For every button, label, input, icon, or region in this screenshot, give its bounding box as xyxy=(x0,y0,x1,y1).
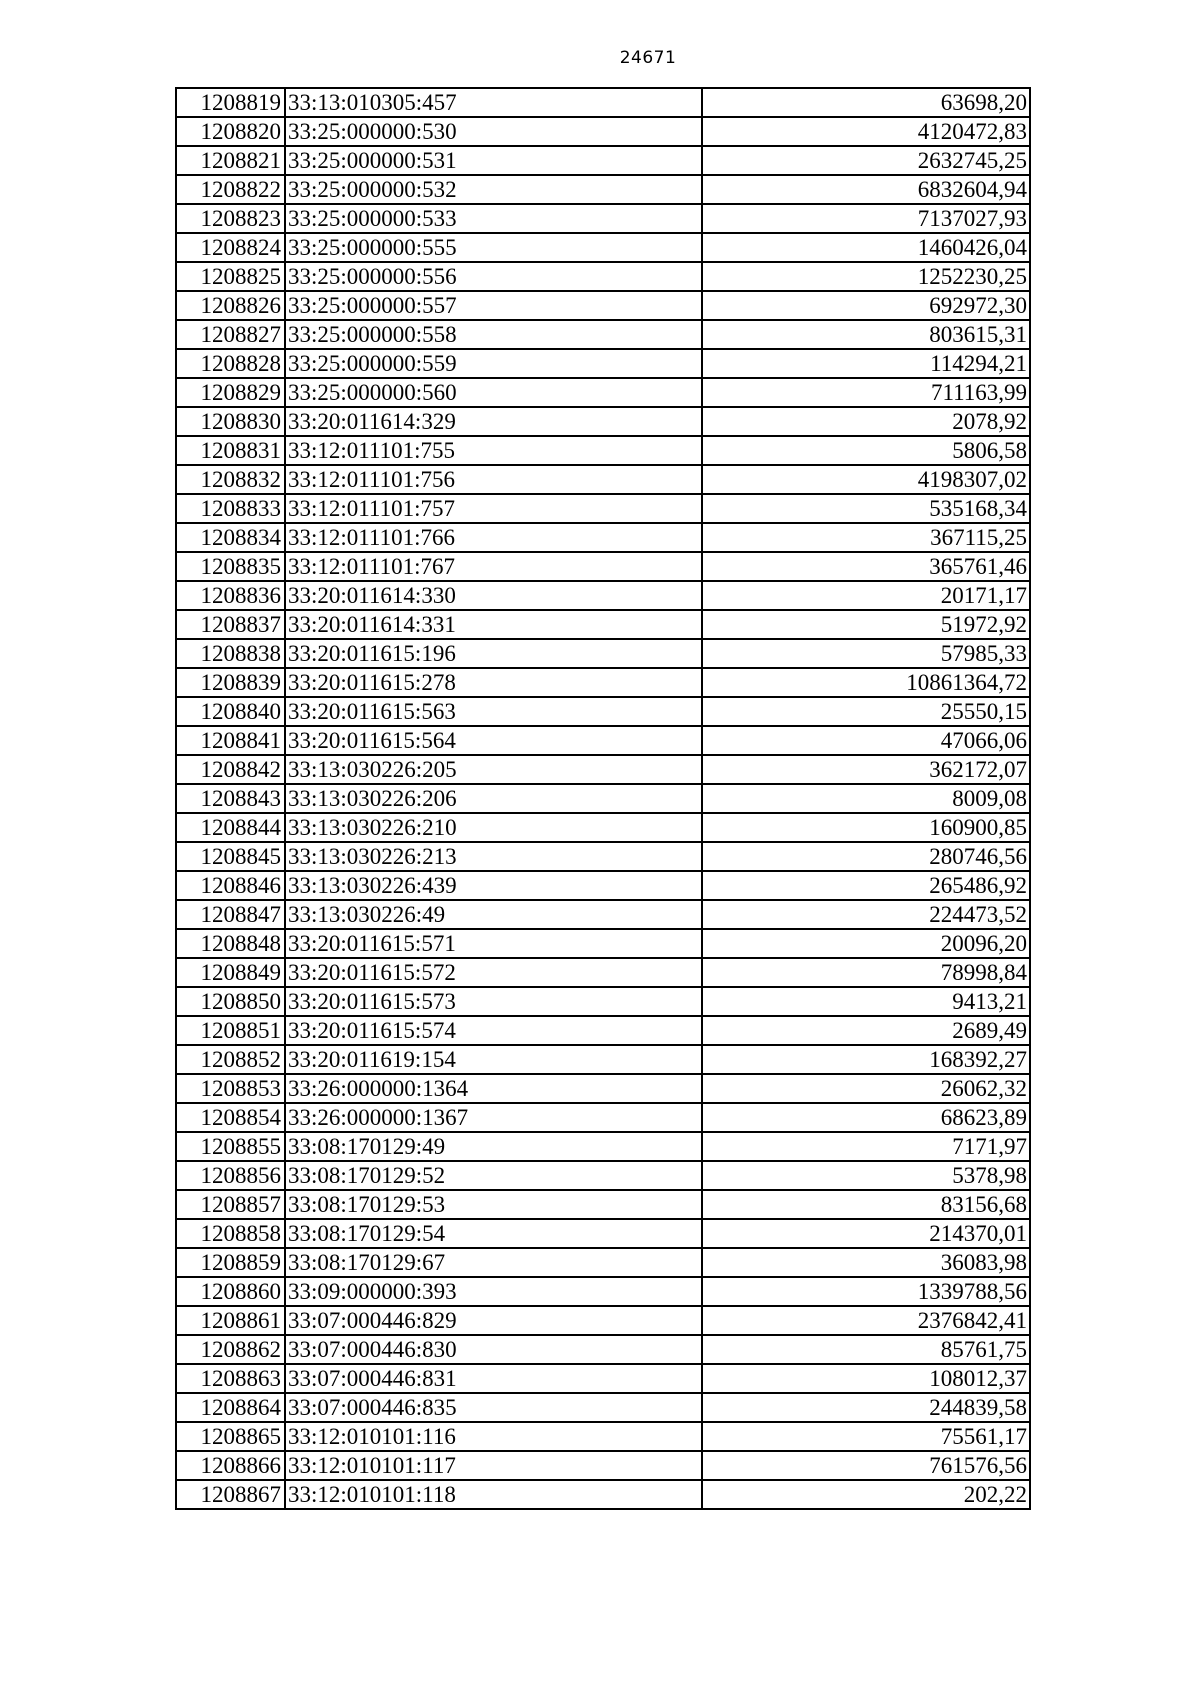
cadastral-value-cell: 26062,32 xyxy=(702,1074,1030,1103)
cadastral-value-cell: 761576,56 xyxy=(702,1451,1030,1480)
row-id-cell: 1208826 xyxy=(176,291,285,320)
cadastral-number-cell: 33:25:000000:557 xyxy=(285,291,702,320)
table-row xyxy=(176,610,1030,639)
cadastral-value-cell: 214370,01 xyxy=(702,1219,1030,1248)
cadastral-value-cell: 2078,92 xyxy=(702,407,1030,436)
table-row xyxy=(176,1161,1030,1190)
cadastral-value-cell: 265486,92 xyxy=(702,871,1030,900)
row-id-cell: 1208851 xyxy=(176,1016,285,1045)
row-id-cell: 1208846 xyxy=(176,871,285,900)
table-row xyxy=(176,1016,1030,1045)
cadastral-number-cell: 33:20:011615:563 xyxy=(285,697,702,726)
cadastral-number-cell: 33:25:000000:555 xyxy=(285,233,702,262)
row-id-cell: 1208863 xyxy=(176,1364,285,1393)
table-row xyxy=(176,900,1030,929)
row-id-cell: 1208825 xyxy=(176,262,285,291)
table-row xyxy=(176,407,1030,436)
cadastral-number-cell: 33:12:011101:755 xyxy=(285,436,702,465)
table-body xyxy=(176,88,1030,1509)
cadastral-number-cell: 33:13:030226:49 xyxy=(285,900,702,929)
table-row xyxy=(176,1103,1030,1132)
row-id-cell: 1208856 xyxy=(176,1161,285,1190)
row-id-cell: 1208829 xyxy=(176,378,285,407)
cadastral-number-cell: 33:20:011614:331 xyxy=(285,610,702,639)
row-id-cell: 1208849 xyxy=(176,958,285,987)
cadastral-number-cell: 33:20:011615:572 xyxy=(285,958,702,987)
cadastral-number-cell: 33:20:011615:573 xyxy=(285,987,702,1016)
table-row xyxy=(176,1219,1030,1248)
row-id-cell: 1208855 xyxy=(176,1132,285,1161)
cadastral-number-cell: 33:20:011615:278 xyxy=(285,668,702,697)
cadastral-value-cell: 168392,27 xyxy=(702,1045,1030,1074)
cadastral-number-cell: 33:09:000000:393 xyxy=(285,1277,702,1306)
table-row xyxy=(176,1132,1030,1161)
cadastral-number-cell: 33:13:010305:457 xyxy=(285,88,702,117)
cadastral-number-cell: 33:13:030226:205 xyxy=(285,755,702,784)
row-id-cell: 1208840 xyxy=(176,697,285,726)
row-id-cell: 1208853 xyxy=(176,1074,285,1103)
cadastral-value-cell: 2689,49 xyxy=(702,1016,1030,1045)
cadastral-number-cell: 33:12:011101:757 xyxy=(285,494,702,523)
cadastral-value-cell: 36083,98 xyxy=(702,1248,1030,1277)
row-id-cell: 1208847 xyxy=(176,900,285,929)
table-row xyxy=(176,436,1030,465)
table-row xyxy=(176,465,1030,494)
table-row xyxy=(176,726,1030,755)
cadastral-value-cell: 1252230,25 xyxy=(702,262,1030,291)
table-row xyxy=(176,1335,1030,1364)
table-row xyxy=(176,784,1030,813)
cadastral-value-cell: 535168,34 xyxy=(702,494,1030,523)
row-id-cell: 1208841 xyxy=(176,726,285,755)
cadastral-value-cell: 1460426,04 xyxy=(702,233,1030,262)
cadastral-number-cell: 33:25:000000:533 xyxy=(285,204,702,233)
row-id-cell: 1208834 xyxy=(176,523,285,552)
cadastral-number-cell: 33:12:010101:118 xyxy=(285,1480,702,1509)
cadastral-value-cell: 63698,20 xyxy=(702,88,1030,117)
cadastral-number-cell: 33:12:010101:117 xyxy=(285,1451,702,1480)
cadastral-value-cell: 1339788,56 xyxy=(702,1277,1030,1306)
cadastral-value-cell: 20171,17 xyxy=(702,581,1030,610)
cadastral-number-cell: 33:25:000000:556 xyxy=(285,262,702,291)
table-row xyxy=(176,1364,1030,1393)
cadastral-value-cell: 711163,99 xyxy=(702,378,1030,407)
cadastral-value-cell: 108012,37 xyxy=(702,1364,1030,1393)
cadastral-number-cell: 33:08:170129:53 xyxy=(285,1190,702,1219)
cadastral-number-cell: 33:20:011615:564 xyxy=(285,726,702,755)
cadastral-number-cell: 33:07:000446:835 xyxy=(285,1393,702,1422)
table-row xyxy=(176,958,1030,987)
cadastral-value-cell: 4198307,02 xyxy=(702,465,1030,494)
table-row xyxy=(176,349,1030,378)
cadastral-value-cell: 5806,58 xyxy=(702,436,1030,465)
table-row xyxy=(176,668,1030,697)
cadastral-number-cell: 33:20:011619:154 xyxy=(285,1045,702,1074)
cadastral-value-cell: 8009,08 xyxy=(702,784,1030,813)
cadastral-number-cell: 33:13:030226:206 xyxy=(285,784,702,813)
cadastral-value-cell: 114294,21 xyxy=(702,349,1030,378)
row-id-cell: 1208860 xyxy=(176,1277,285,1306)
table-row xyxy=(176,146,1030,175)
row-id-cell: 1208822 xyxy=(176,175,285,204)
cadastral-value-cell: 75561,17 xyxy=(702,1422,1030,1451)
cadastral-number-cell: 33:25:000000:530 xyxy=(285,117,702,146)
table-row xyxy=(176,842,1030,871)
row-id-cell: 1208845 xyxy=(176,842,285,871)
cadastral-number-cell: 33:12:011101:756 xyxy=(285,465,702,494)
cadastral-value-cell: 85761,75 xyxy=(702,1335,1030,1364)
cadastral-number-cell: 33:07:000446:830 xyxy=(285,1335,702,1364)
cadastral-value-cell: 803615,31 xyxy=(702,320,1030,349)
table-row xyxy=(176,755,1030,784)
row-id-cell: 1208828 xyxy=(176,349,285,378)
cadastral-value-cell: 5378,98 xyxy=(702,1161,1030,1190)
table-row xyxy=(176,523,1030,552)
table-row xyxy=(176,1277,1030,1306)
cadastral-value-cell: 6832604,94 xyxy=(702,175,1030,204)
table-row xyxy=(176,262,1030,291)
cadastral-value-cell: 244839,58 xyxy=(702,1393,1030,1422)
row-id-cell: 1208843 xyxy=(176,784,285,813)
row-id-cell: 1208867 xyxy=(176,1480,285,1509)
cadastral-value-cell: 7137027,93 xyxy=(702,204,1030,233)
row-id-cell: 1208842 xyxy=(176,755,285,784)
table-container xyxy=(175,87,1031,1510)
row-id-cell: 1208865 xyxy=(176,1422,285,1451)
table-row xyxy=(176,1074,1030,1103)
cadastral-value-table xyxy=(175,87,1031,1510)
row-id-cell: 1208831 xyxy=(176,436,285,465)
cadastral-number-cell: 33:12:011101:767 xyxy=(285,552,702,581)
table-row xyxy=(176,1306,1030,1335)
table-row xyxy=(176,581,1030,610)
cadastral-value-cell: 25550,15 xyxy=(702,697,1030,726)
cadastral-value-cell: 692972,30 xyxy=(702,291,1030,320)
row-id-cell: 1208839 xyxy=(176,668,285,697)
cadastral-number-cell: 33:26:000000:1367 xyxy=(285,1103,702,1132)
cadastral-value-cell: 362172,07 xyxy=(702,755,1030,784)
cadastral-value-cell: 224473,52 xyxy=(702,900,1030,929)
cadastral-number-cell: 33:20:011615:574 xyxy=(285,1016,702,1045)
cadastral-number-cell: 33:20:011615:571 xyxy=(285,929,702,958)
row-id-cell: 1208833 xyxy=(176,494,285,523)
cadastral-number-cell: 33:25:000000:559 xyxy=(285,349,702,378)
row-id-cell: 1208837 xyxy=(176,610,285,639)
cadastral-value-cell: 280746,56 xyxy=(702,842,1030,871)
row-id-cell: 1208819 xyxy=(176,88,285,117)
cadastral-value-cell: 20096,20 xyxy=(702,929,1030,958)
row-id-cell: 1208861 xyxy=(176,1306,285,1335)
cadastral-value-cell: 9413,21 xyxy=(702,987,1030,1016)
cadastral-value-cell: 78998,84 xyxy=(702,958,1030,987)
row-id-cell: 1208848 xyxy=(176,929,285,958)
cadastral-value-cell: 57985,33 xyxy=(702,639,1030,668)
page-number: 24671 xyxy=(619,48,677,68)
table-row xyxy=(176,204,1030,233)
table-row xyxy=(176,871,1030,900)
cadastral-number-cell: 33:26:000000:1364 xyxy=(285,1074,702,1103)
cadastral-number-cell: 33:07:000446:829 xyxy=(285,1306,702,1335)
row-id-cell: 1208862 xyxy=(176,1335,285,1364)
row-id-cell: 1208858 xyxy=(176,1219,285,1248)
cadastral-number-cell: 33:13:030226:213 xyxy=(285,842,702,871)
cadastral-number-cell: 33:12:010101:116 xyxy=(285,1422,702,1451)
cadastral-number-cell: 33:08:170129:67 xyxy=(285,1248,702,1277)
cadastral-value-cell: 51972,92 xyxy=(702,610,1030,639)
row-id-cell: 1208836 xyxy=(176,581,285,610)
table-row xyxy=(176,1045,1030,1074)
table-row xyxy=(176,494,1030,523)
cadastral-number-cell: 33:08:170129:52 xyxy=(285,1161,702,1190)
table-row xyxy=(176,233,1030,262)
cadastral-value-cell: 202,22 xyxy=(702,1480,1030,1509)
table-row xyxy=(176,378,1030,407)
cadastral-number-cell: 33:25:000000:531 xyxy=(285,146,702,175)
row-id-cell: 1208857 xyxy=(176,1190,285,1219)
table-row xyxy=(176,639,1030,668)
cadastral-value-cell: 68623,89 xyxy=(702,1103,1030,1132)
table-row xyxy=(176,88,1030,117)
table-row xyxy=(176,1451,1030,1480)
row-id-cell: 1208824 xyxy=(176,233,285,262)
row-id-cell: 1208859 xyxy=(176,1248,285,1277)
cadastral-value-cell: 367115,25 xyxy=(702,523,1030,552)
cadastral-number-cell: 33:20:011614:329 xyxy=(285,407,702,436)
table-row xyxy=(176,929,1030,958)
table-row xyxy=(176,552,1030,581)
row-id-cell: 1208850 xyxy=(176,987,285,1016)
cadastral-value-cell: 47066,06 xyxy=(702,726,1030,755)
row-id-cell: 1208866 xyxy=(176,1451,285,1480)
cadastral-number-cell: 33:20:011615:196 xyxy=(285,639,702,668)
cadastral-number-cell: 33:25:000000:560 xyxy=(285,378,702,407)
cadastral-number-cell: 33:08:170129:49 xyxy=(285,1132,702,1161)
table-row xyxy=(176,1190,1030,1219)
row-id-cell: 1208832 xyxy=(176,465,285,494)
row-id-cell: 1208844 xyxy=(176,813,285,842)
table-row xyxy=(176,320,1030,349)
row-id-cell: 1208864 xyxy=(176,1393,285,1422)
cadastral-value-cell: 4120472,83 xyxy=(702,117,1030,146)
row-id-cell: 1208820 xyxy=(176,117,285,146)
cadastral-number-cell: 33:07:000446:831 xyxy=(285,1364,702,1393)
cadastral-value-cell: 10861364,72 xyxy=(702,668,1030,697)
table-row xyxy=(176,697,1030,726)
row-id-cell: 1208827 xyxy=(176,320,285,349)
row-id-cell: 1208830 xyxy=(176,407,285,436)
table-row xyxy=(176,813,1030,842)
cadastral-number-cell: 33:13:030226:439 xyxy=(285,871,702,900)
cadastral-value-cell: 2376842,41 xyxy=(702,1306,1030,1335)
table-row xyxy=(176,291,1030,320)
cadastral-number-cell: 33:08:170129:54 xyxy=(285,1219,702,1248)
cadastral-number-cell: 33:20:011614:330 xyxy=(285,581,702,610)
table-row xyxy=(176,117,1030,146)
cadastral-number-cell: 33:25:000000:558 xyxy=(285,320,702,349)
table-row xyxy=(176,1480,1030,1509)
row-id-cell: 1208821 xyxy=(176,146,285,175)
table-row xyxy=(176,1422,1030,1451)
row-id-cell: 1208823 xyxy=(176,204,285,233)
cadastral-value-cell: 160900,85 xyxy=(702,813,1030,842)
cadastral-value-cell: 7171,97 xyxy=(702,1132,1030,1161)
row-id-cell: 1208852 xyxy=(176,1045,285,1074)
cadastral-value-cell: 83156,68 xyxy=(702,1190,1030,1219)
cadastral-value-cell: 365761,46 xyxy=(702,552,1030,581)
table-row xyxy=(176,175,1030,204)
cadastral-number-cell: 33:12:011101:766 xyxy=(285,523,702,552)
table-row xyxy=(176,1248,1030,1277)
cadastral-number-cell: 33:13:030226:210 xyxy=(285,813,702,842)
cadastral-value-cell: 2632745,25 xyxy=(702,146,1030,175)
row-id-cell: 1208835 xyxy=(176,552,285,581)
cadastral-number-cell: 33:25:000000:532 xyxy=(285,175,702,204)
row-id-cell: 1208838 xyxy=(176,639,285,668)
table-row xyxy=(176,987,1030,1016)
table-row xyxy=(176,1393,1030,1422)
row-id-cell: 1208854 xyxy=(176,1103,285,1132)
